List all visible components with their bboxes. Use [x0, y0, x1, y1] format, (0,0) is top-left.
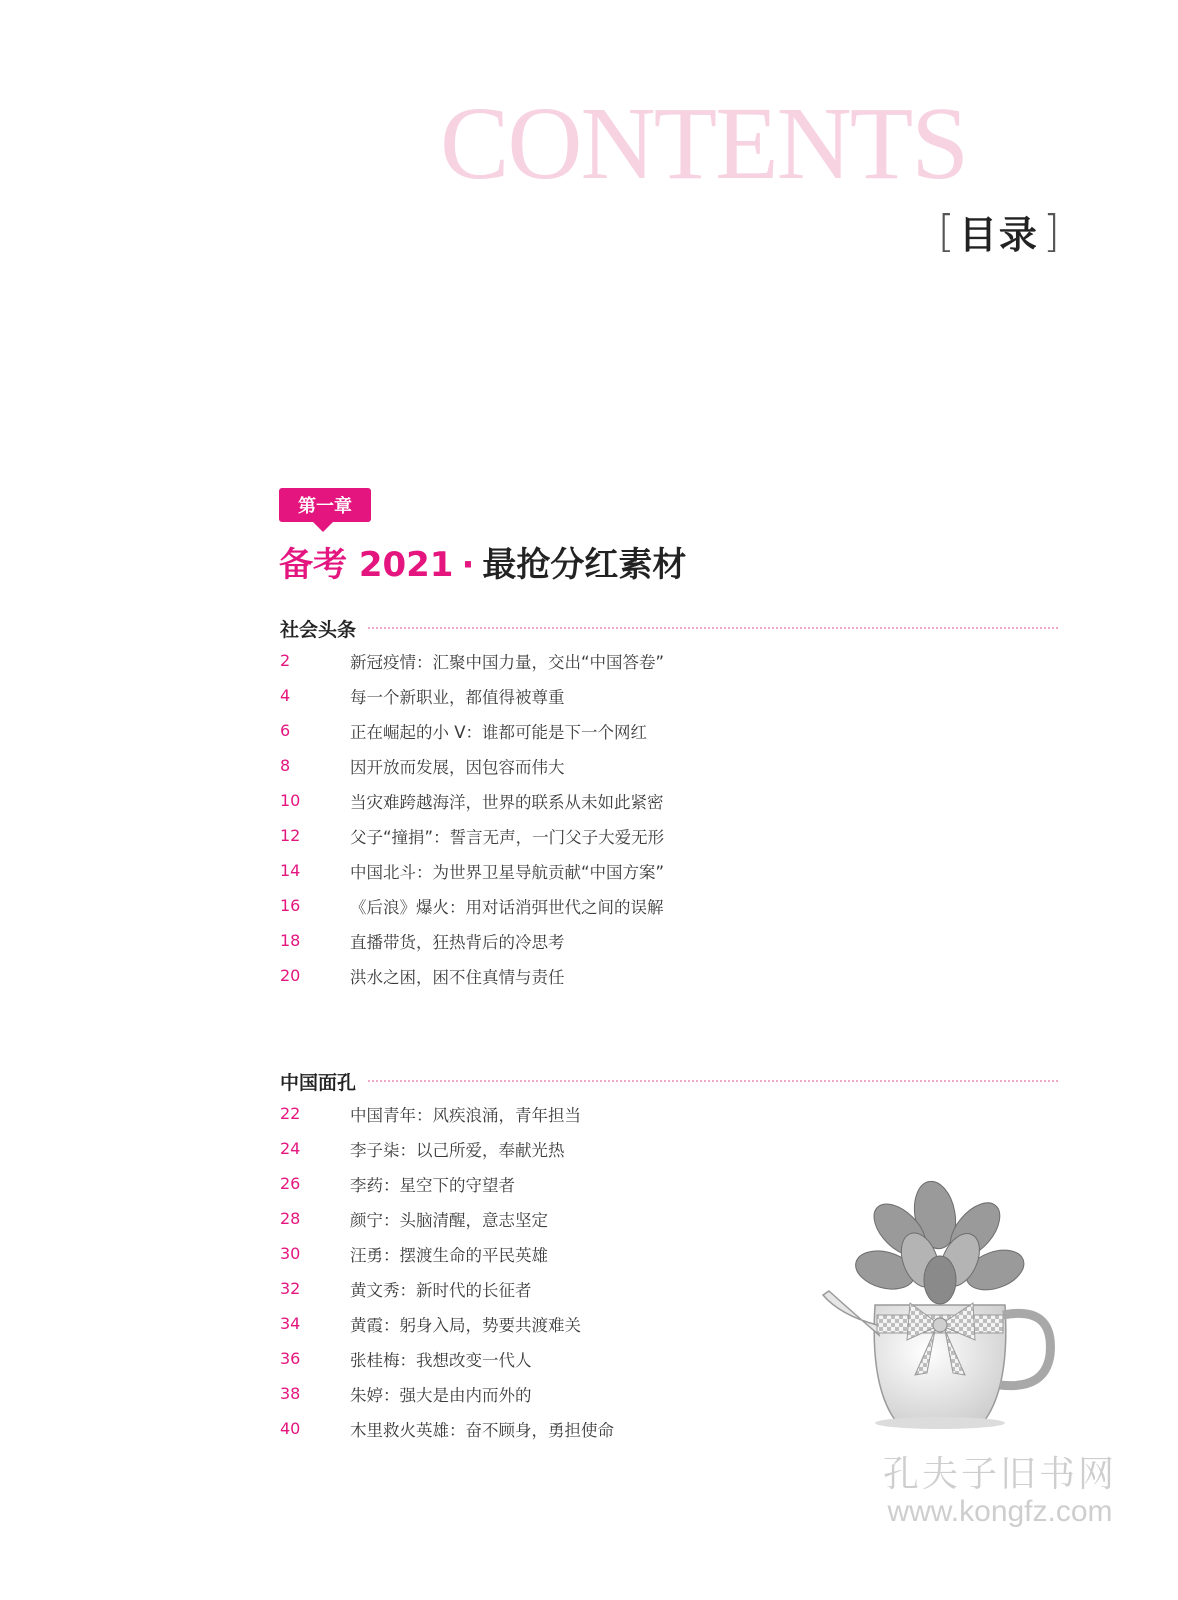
entry-page: 30	[280, 1244, 301, 1263]
entry-title: 每一个新职业，都值得被尊重	[350, 687, 565, 707]
dotted-rule	[368, 627, 1058, 629]
bracket-open: [	[937, 205, 955, 257]
entry-page: 16	[280, 896, 301, 915]
entry-title: 木里救火英雄：奋不顾身，勇担使命	[350, 1420, 614, 1440]
chapter-title-year: 备考 2021	[279, 545, 454, 585]
entry-title: 中国北斗：为世界卫星导航贡献“中国方案”	[350, 862, 665, 882]
toc-entry[interactable]	[280, 853, 1058, 888]
entry-page: 4	[280, 686, 291, 705]
entry-page: 6	[280, 721, 291, 740]
entry-title: 黄文秀：新时代的长征者	[350, 1280, 532, 1300]
watermark-url: www.kongfz.com	[887, 1494, 1113, 1528]
toc-title-text: 目录	[958, 213, 1039, 257]
contents-heading: CONTENTS	[440, 86, 968, 201]
section-header	[280, 1068, 1058, 1094]
entry-title: 当灾难跨越海洋，世界的联系从未如此紧密	[350, 792, 664, 812]
toc-entry[interactable]	[280, 923, 1058, 958]
entry-page: 36	[280, 1349, 301, 1368]
chapter-badge: 第一章	[279, 488, 371, 522]
toc-entry[interactable]	[280, 818, 1058, 853]
entry-page: 18	[280, 931, 301, 950]
toc-entry[interactable]	[280, 783, 1058, 818]
toc-title	[938, 204, 1060, 259]
section-header	[280, 615, 1058, 641]
entry-title: 直播带货，狂热背后的冷思考	[350, 932, 565, 952]
entry-title: 中国青年：风疾浪涌，青年担当	[350, 1105, 581, 1125]
section-social-headlines	[280, 615, 1058, 993]
entry-title: 朱婷：强大是由内而外的	[350, 1385, 532, 1405]
entry-page: 28	[280, 1209, 301, 1228]
entry-page: 10	[280, 791, 301, 810]
toc-entry[interactable]	[280, 1131, 1058, 1166]
entry-title: 因开放而发展，因包容而伟大	[350, 757, 565, 777]
entry-page: 24	[280, 1139, 301, 1158]
entry-title: 李药：星空下的守望者	[350, 1175, 515, 1195]
dotted-rule	[368, 1080, 1058, 1082]
entry-title: 汪勇：摆渡生命的平民英雄	[350, 1245, 548, 1265]
watermark-cn: 孔夫子旧书网	[882, 1454, 1117, 1495]
entry-page: 26	[280, 1174, 301, 1193]
chapter-title	[279, 545, 686, 586]
entry-title: 父子“撞捐”：誓言无声，一门父子大爱无形	[350, 827, 665, 847]
toc-entry[interactable]	[280, 748, 1058, 783]
entry-page: 14	[280, 861, 301, 880]
entry-title: 张桂梅：我想改变一代人	[350, 1350, 532, 1370]
entry-title: 正在崛起的小 V：谁都可能是下一个网红	[350, 722, 648, 742]
entry-page: 22	[280, 1104, 301, 1123]
entry-title: 《后浪》爆火：用对话消弭世代之间的误解	[350, 897, 664, 917]
section-title: 中国面孔	[280, 1071, 357, 1094]
entry-page: 8	[280, 756, 291, 775]
entry-page: 12	[280, 826, 301, 845]
entry-page: 40	[280, 1419, 301, 1438]
entry-page: 20	[280, 966, 301, 985]
entry-title: 黄霞：躬身入局，势要共渡难关	[350, 1315, 581, 1335]
entry-title: 洪水之困，困不住真情与责任	[350, 967, 565, 987]
entry-list	[280, 643, 1058, 993]
entry-page: 38	[280, 1384, 301, 1403]
toc-entry[interactable]	[280, 1096, 1058, 1131]
entry-page: 32	[280, 1279, 301, 1298]
chapter-title-main: 最抢分红素材	[482, 545, 687, 585]
toc-entry[interactable]	[280, 643, 1058, 678]
teapot-plant-illustration	[815, 1175, 1065, 1435]
entry-page: 34	[280, 1314, 301, 1333]
chapter-title-dot: ·	[461, 545, 475, 585]
entry-title: 颜宁：头脑清醒，意志坚定	[350, 1210, 548, 1230]
toc-entry[interactable]	[280, 678, 1058, 713]
bracket-close: ]	[1042, 205, 1060, 257]
entry-title: 新冠疫情：汇聚中国力量，交出“中国答卷”	[350, 652, 665, 672]
entry-page: 2	[280, 651, 291, 670]
toc-entry[interactable]	[280, 888, 1058, 923]
toc-entry[interactable]	[280, 958, 1058, 993]
entry-title: 李子柒：以己所爱，奉献光热	[350, 1140, 565, 1160]
section-title: 社会头条	[280, 618, 357, 641]
toc-entry[interactable]	[280, 713, 1058, 748]
watermark	[870, 1455, 1130, 1528]
